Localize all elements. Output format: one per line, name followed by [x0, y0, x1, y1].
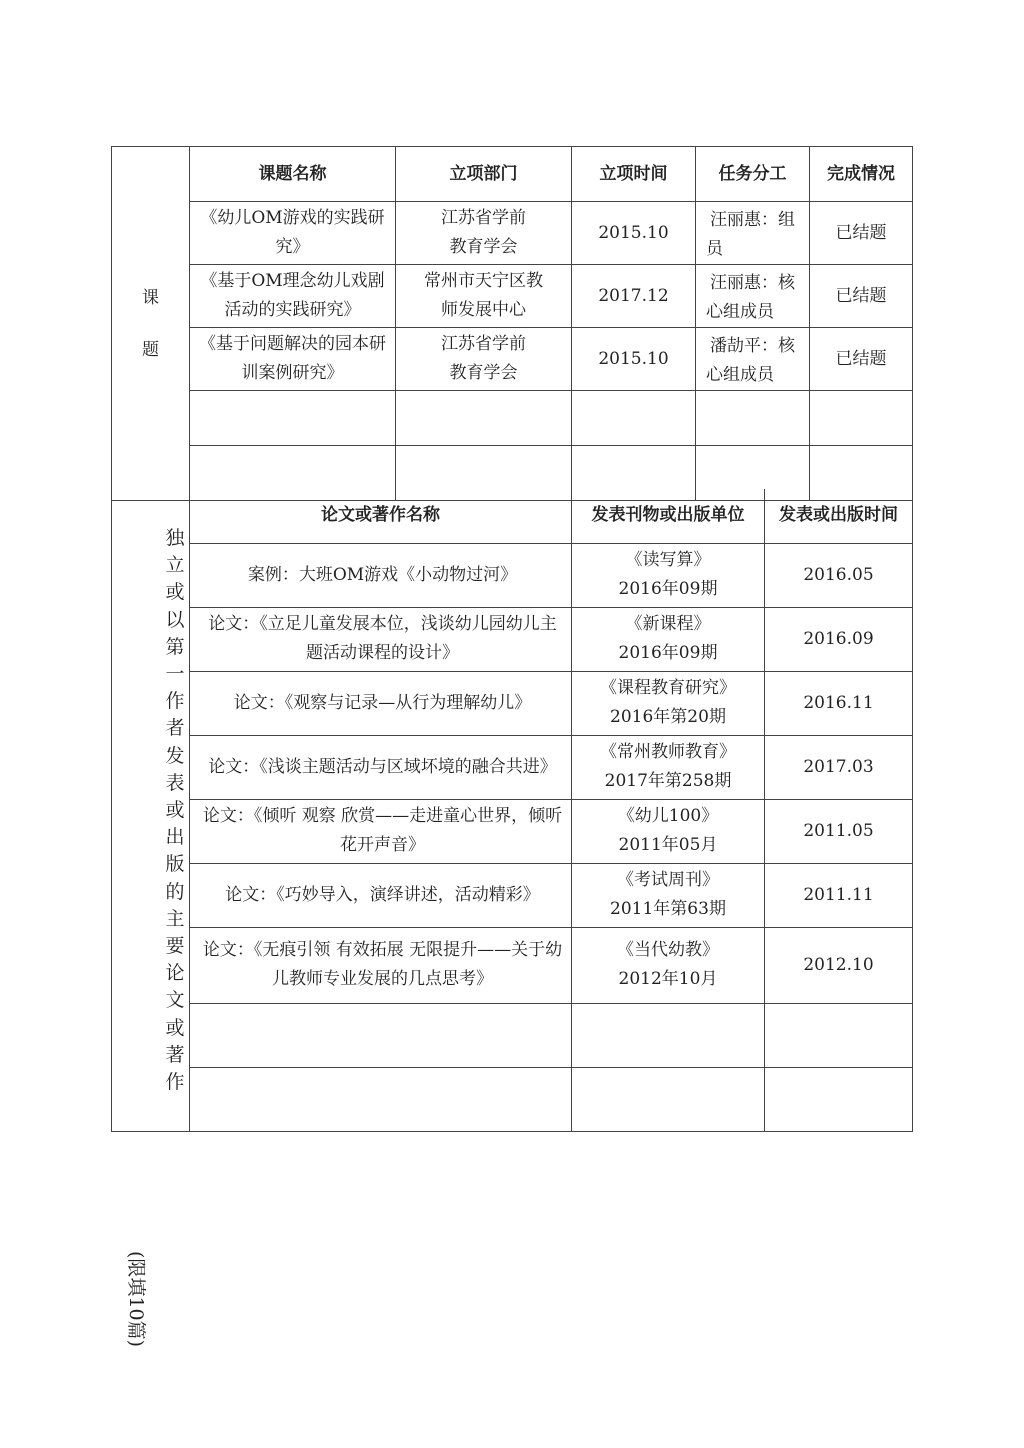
paper-date: 2012.10	[765, 927, 913, 1003]
project-name: 《基于OM理念幼儿戏剧活动的实践研究》	[190, 265, 396, 328]
paper-publication: 《幼儿100》2011年05月	[572, 799, 765, 863]
paper-publication: 《读写算》2016年09期	[572, 543, 765, 607]
paper-date: 2016.05	[765, 543, 913, 607]
project-date: 2017.12	[572, 265, 696, 328]
project-department	[396, 391, 572, 446]
paper-title: 论文：《巧妙导入，演绎讲述，活动精彩》	[190, 863, 572, 927]
project-role	[696, 391, 810, 446]
paper-title: 论文：《无痕引领 有效拓展 无限提升——关于幼儿教师专业发展的几点思考》	[190, 927, 572, 1003]
papers-header-publication: 发表刊物或出版单位	[572, 489, 765, 543]
table-row	[112, 543, 913, 607]
project-date	[572, 391, 696, 446]
table-row	[112, 671, 913, 735]
paper-date: 2011.05	[765, 799, 913, 863]
project-name	[190, 391, 396, 446]
project-department: 江苏省学前教育学会	[396, 202, 572, 265]
paper-title	[190, 1003, 572, 1067]
paper-date: 2016.09	[765, 607, 913, 671]
paper-title: 论文：《立足儿童发展本位，浅谈幼儿园幼儿主题活动课程的设计》	[190, 607, 572, 671]
project-date: 2015.10	[572, 202, 696, 265]
table-row	[112, 265, 913, 328]
paper-publication: 《常州教师教育》2017年第258期	[572, 735, 765, 799]
paper-publication	[572, 1003, 765, 1067]
table-row	[112, 927, 913, 1003]
papers-category-label: 独 立 或 以 第 一 作 者 发 表 或 出 版 的 主 要 论 文 或 著 作 (限填10篇)	[112, 489, 190, 1131]
projects-header-role: 任务分工	[696, 147, 810, 202]
paper-date: 2017.03	[765, 735, 913, 799]
paper-title	[190, 1067, 572, 1131]
paper-publication: 《新课程》2016年09期	[572, 607, 765, 671]
projects-header-department: 立项部门	[396, 147, 572, 202]
table-row	[112, 799, 913, 863]
papers-header-title: 论文或著作名称	[190, 489, 572, 543]
paper-date	[765, 1003, 913, 1067]
project-role: 潘劼平：核心组成员	[696, 328, 810, 391]
paper-date: 2011.11	[765, 863, 913, 927]
table-row	[112, 607, 913, 671]
paper-publication	[572, 1067, 765, 1131]
papers-table	[111, 489, 913, 1348]
project-department: 江苏省学前教育学会	[396, 328, 572, 391]
project-department: 常州市天宁区教师发展中心	[396, 265, 572, 328]
table-row	[112, 863, 913, 927]
paper-title: 论文：《倾听 观察 欣赏——走进童心世界，倾听花开声音》	[190, 799, 572, 863]
project-status: 已结题	[810, 265, 913, 328]
paper-title: 论文：《观察与记录—从行为理解幼儿》	[190, 671, 572, 735]
table-row	[112, 391, 913, 446]
table-row	[112, 328, 913, 391]
paper-date: 2016.11	[765, 671, 913, 735]
projects-category-label: 课 题	[112, 147, 190, 501]
projects-header-name: 课题名称	[190, 147, 396, 202]
paper-publication: 《考试周刊》2011年第63期	[572, 863, 765, 927]
projects-table	[111, 146, 913, 501]
project-status: 已结题	[810, 202, 913, 265]
table-row	[112, 735, 913, 799]
projects-header-date: 立项时间	[572, 147, 696, 202]
projects-header-status: 完成情况	[810, 147, 913, 202]
paper-title: 案例：大班OM游戏《小动物过河》	[190, 543, 572, 607]
project-role: 汪丽惠：组员	[696, 202, 810, 265]
table-row	[112, 202, 913, 265]
paper-date	[765, 1067, 913, 1131]
papers-header-date: 发表或出版时间	[765, 489, 913, 543]
paper-publication: 《课程教育研究》2016年第20期	[572, 671, 765, 735]
papers-category-text: 独 立 或 以 第 一 作 者 发 表 或 出 版 的 主 要 论 文 或 著 作	[165, 527, 185, 1094]
project-name: 《基于问题解决的园本研训案例研究》	[190, 328, 396, 391]
project-date: 2015.10	[572, 328, 696, 391]
table-row	[112, 1003, 913, 1067]
project-status: 已结题	[810, 328, 913, 391]
paper-title: 论文：《浅谈主题活动与区域坏境的融合共进》	[190, 735, 572, 799]
project-role: 汪丽惠：核心组成员	[696, 265, 810, 328]
table-row	[112, 1067, 913, 1131]
project-name: 《幼儿OM游戏的实践研究》	[190, 202, 396, 265]
project-status	[810, 391, 913, 446]
paper-publication: 《当代幼教》2012年10月	[572, 927, 765, 1003]
